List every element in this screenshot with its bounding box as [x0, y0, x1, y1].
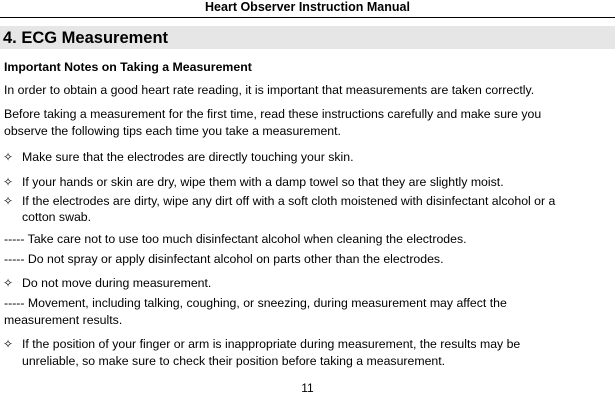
diamond-bullet-icon: ✧: [3, 194, 14, 208]
diamond-bullet-icon: ✧: [3, 337, 14, 351]
note-alcohol-amount: ----- Take care not to use too much disinfectant alcohol when cleaning the electrodes.: [4, 232, 467, 246]
page-number: 11: [301, 381, 314, 395]
manual-title: Heart Observer Instruction Manual: [205, 0, 410, 14]
diamond-bullet-icon: ✧: [3, 276, 14, 290]
tip-electrodes-touching: Make sure that the electrodes are directly touching your skin.: [22, 150, 354, 164]
tip-position-line-1: If the position of your finger or arm is inappropriate during measurement, the results may be: [22, 337, 521, 351]
note-alcohol-spray: ----- Do not spray or apply disinfectant alcohol on parts other than the electrodes.: [4, 252, 444, 266]
diamond-bullet-icon: ✧: [3, 175, 14, 189]
intro-paragraph: In order to obtain a good heart rate reading, it is important that measurements are taken correctly.: [4, 83, 535, 97]
before-paragraph-line-2: observe the following tips each time you take a measurement.: [4, 124, 341, 138]
before-paragraph-line-1: Before taking a measurement for the first time, read these instructions carefully and make sure you: [4, 107, 542, 121]
note-movement-line-1: ----- Movement, including talking, coughing, or sneezing, during measurement may affect the: [4, 296, 507, 310]
header-divider: [0, 17, 615, 18]
diamond-bullet-icon: ✧: [3, 150, 14, 164]
section-heading: 4. ECG Measurement: [3, 29, 169, 47]
tip-dirty-electrodes-line-2: cotton swab.: [22, 210, 92, 224]
tip-position-line-2: unreliable, so make sure to check their position before taking a measurement.: [22, 354, 446, 368]
subheading: Important Notes on Taking a Measurement: [4, 60, 252, 74]
tip-no-movement: Do not move during measurement.: [22, 276, 212, 290]
note-movement-line-2: measurement results.: [4, 313, 123, 327]
tip-dirty-electrodes-line-1: If the electrodes are dirty, wipe any dirt off with a soft cloth moistened with disinfectant alcohol or a: [22, 194, 556, 208]
tip-dry-skin: If your hands or skin are dry, wipe them with a damp towel so that they are slightly moist.: [22, 175, 504, 189]
